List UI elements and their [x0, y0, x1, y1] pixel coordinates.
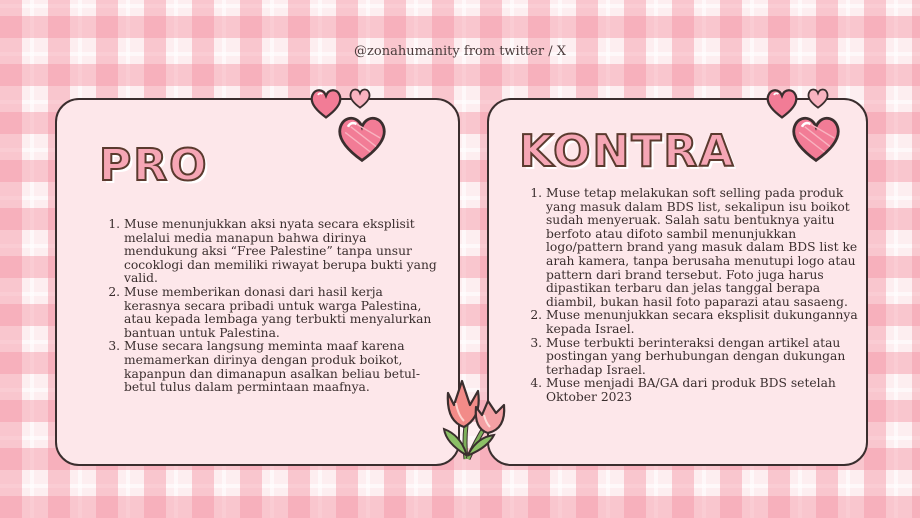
pro-card [55, 98, 460, 466]
kontra-list [524, 187, 866, 405]
kontra-point: 4. Muse menjadi BA/GA dari produk BDS setelah Oktober 2023 [546, 377, 866, 404]
pro-title: PRO [99, 140, 209, 191]
pro-point: 2. Muse memberikan donasi dari hasil kerja kerasnya secara pribadi untuk warga Palestina, atau kepada lembaga yang terbukti menyalurkan bantuan untuk Palestina. [124, 286, 439, 340]
heart-icon [334, 110, 390, 166]
tulip-bouquet-icon [426, 373, 518, 465]
source-credit: @zonahumanity from twitter / X [354, 44, 566, 59]
heart-icon [806, 86, 830, 110]
heart-icon [348, 86, 372, 110]
heart-icon [788, 110, 844, 166]
kontra-title: KONTRA [519, 126, 736, 177]
pro-list [102, 218, 439, 395]
pro-point: 3. Muse secara langsung meminta maaf karena memamerkan dirinya dengan produk boikot, kapanpun dan dimanapun asalkan beliau betul-betul tulus dalam permintaan maafnya. [124, 340, 439, 394]
pro-point: 1. Muse menunjukkan aksi nyata secara eksplisit melalui media manapun bahwa dirinya mendukung aksi “Free Palestine” tanpa unsur cocoklogi dan memiliki riwayat berupa bukti yang valid. [124, 218, 439, 286]
kontra-point: 1. Muse tetap melakukan soft selling pada produk yang masuk dalam BDS list, sekalipun isu boikot sudah menyeruak. Salah satu bentuknya yaitu berfoto atau difoto sambil menunjukkan logo/pattern brand yang masuk dalam BDS list ke arah kamera, tanpa berusaha menutupi logo atau pattern dari brand tersebut. Foto juga harus dipastikan terbaru dan jelas tanggal berapa diambil, bukan hasil foto paparazi atau sasaeng. [546, 187, 866, 309]
kontra-point: 3. Muse terbukti berinteraksi dengan artikel atau postingan yang berhubungan dengan dukungan terhadap Israel. [546, 337, 866, 378]
kontra-point: 2. Muse menunjukkan secara eksplisit dukungannya kepada Israel. [546, 309, 866, 336]
